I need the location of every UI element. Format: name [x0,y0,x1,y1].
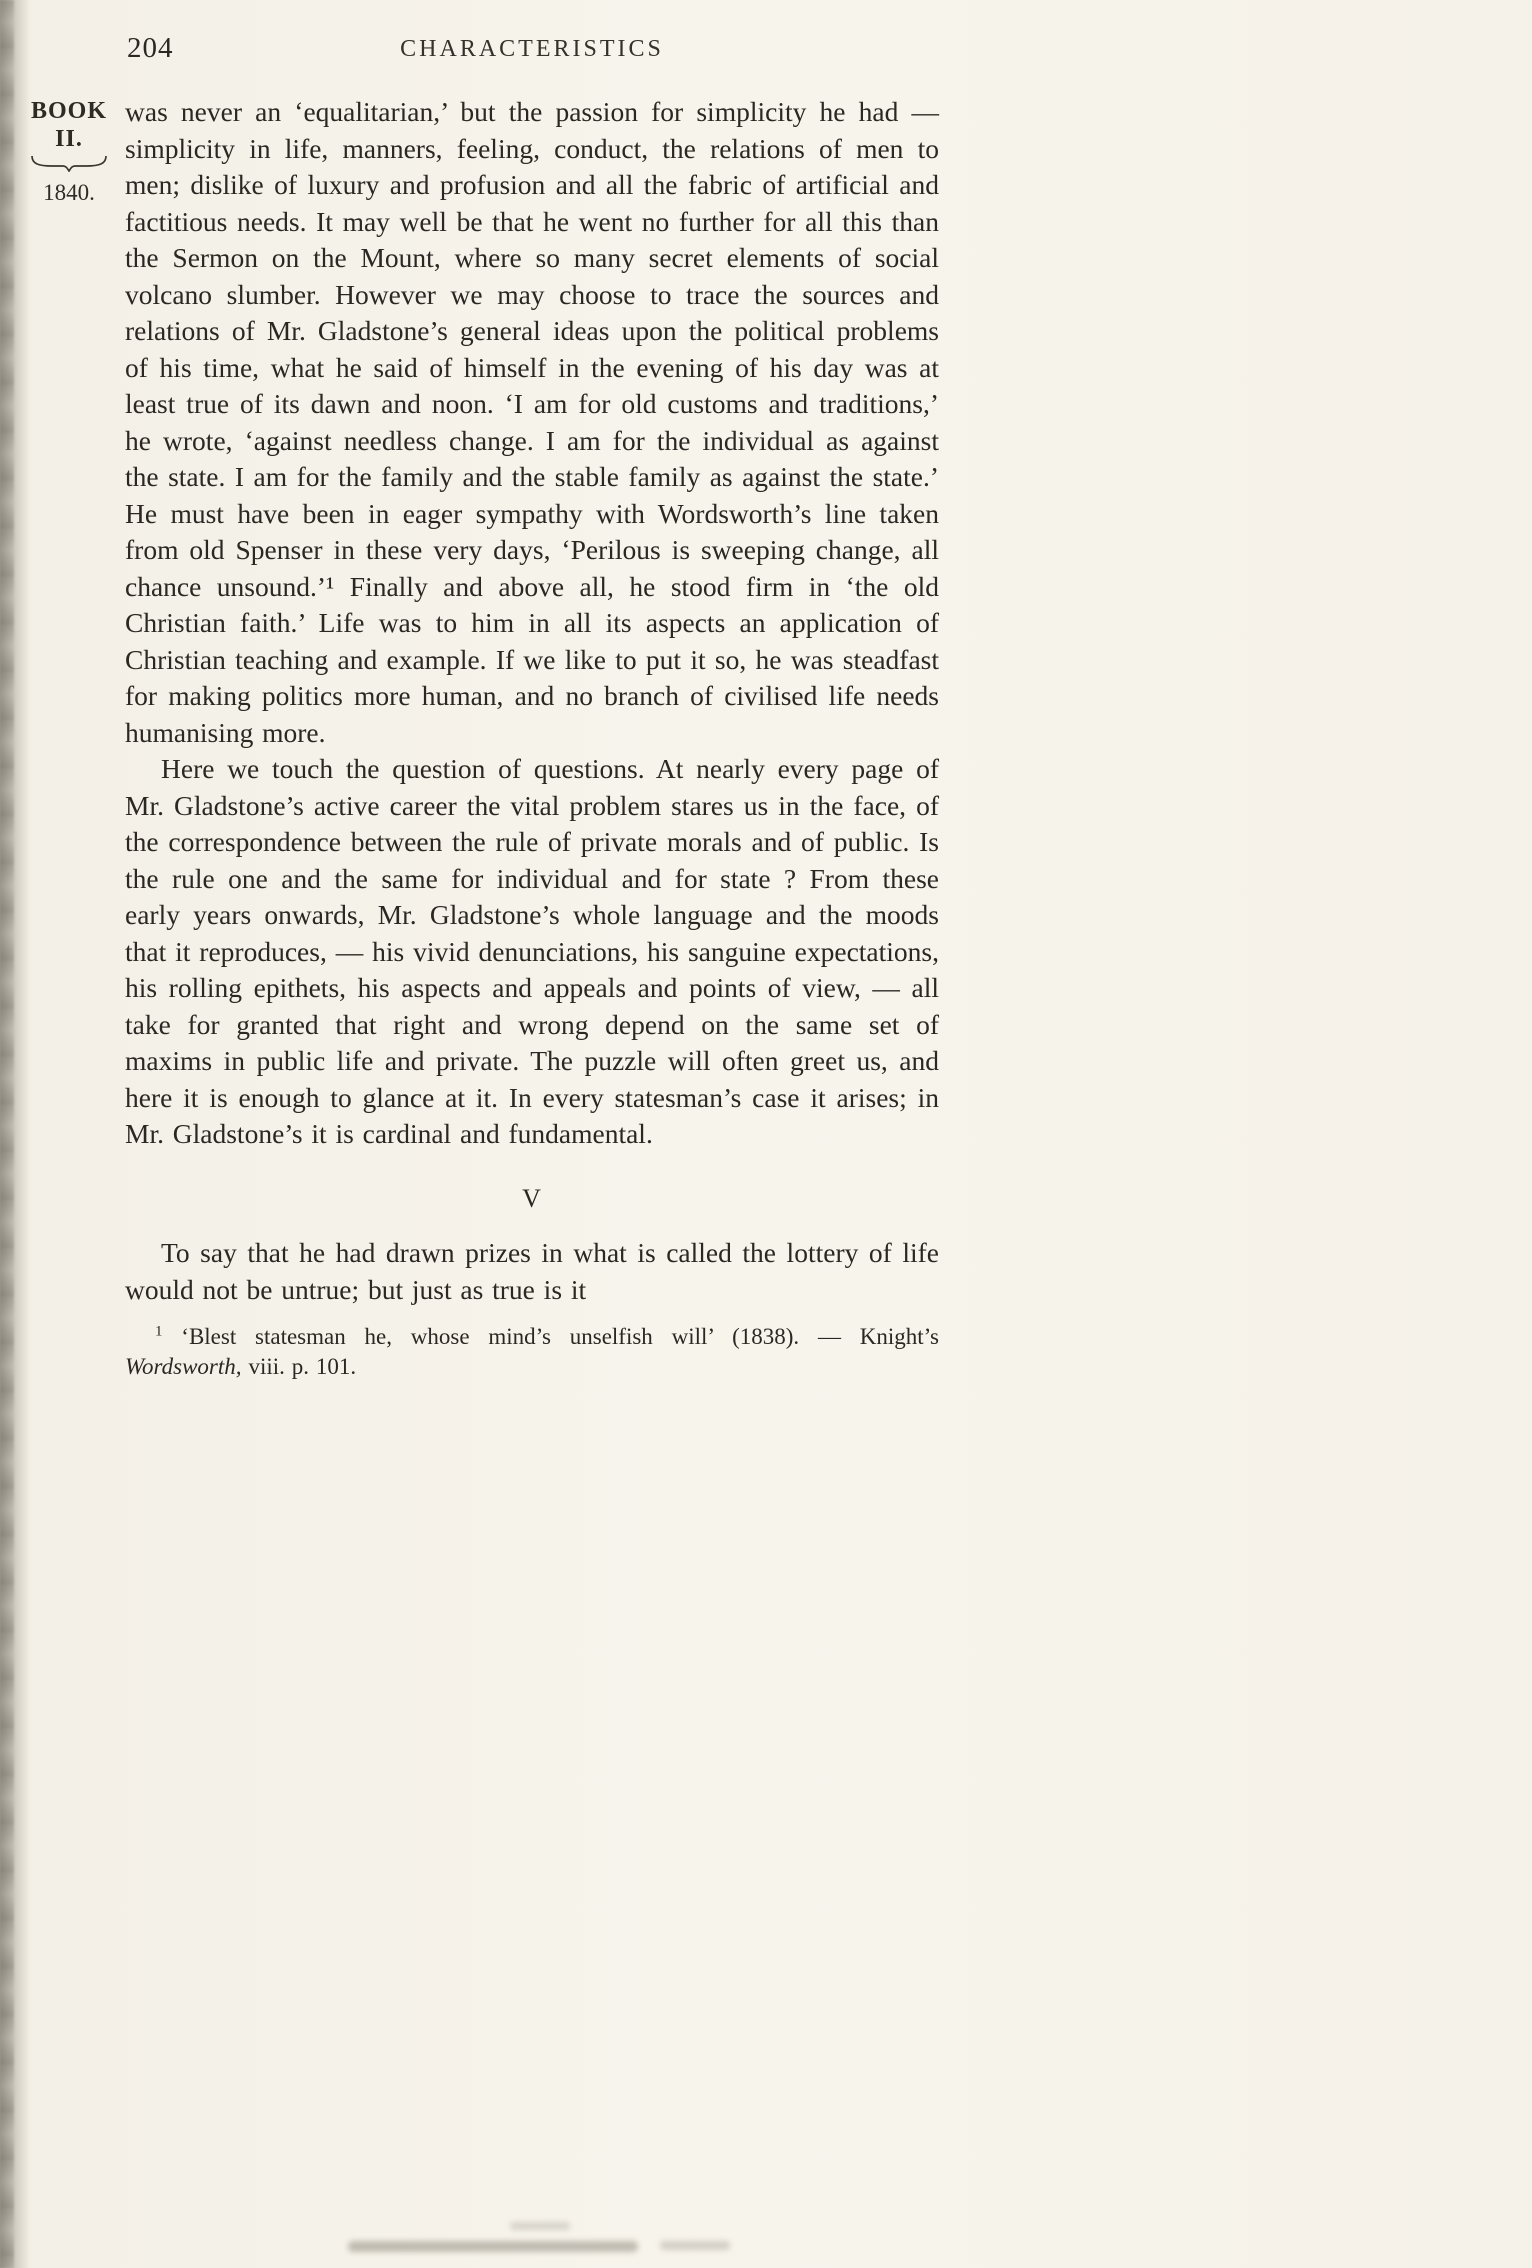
paragraph-3: To say that he had drawn prizes in what is called the lottery of life would not be untrue; but just as true is it [125,1237,939,1305]
footnote-work-title: Wordsworth, [125,1354,242,1379]
scan-smudge [660,2241,730,2250]
running-header: CHARACTERISTICS [400,36,664,62]
underbrace-icon [18,154,120,172]
page-number: 204 [127,32,174,64]
paragraph-1: was never an ‘equalitarian,’ but the passion for simplicity he had — simplicity in life, manners, feeling, conduct, the relations of men to men; dislike of luxury and profusion and all the fabric of artificial and factitious needs. It may well be that he went no further for all this than the Sermon on the Mount, where so many secret elements of social volcano slumber. However we may choose to trace the sources and relations of Mr. Gladstone’s general ideas upon the political problems of his time, what he said of himself in the evening of his day was at least true of its dawn and noon. ‘I am for old customs and traditions,’ he wrote, ‘against needless change. I am for the individual as against the state. I am for the family and the stable family as against the state.’ He must have been in eager sympathy with Wordsworth’s line taken from old Spenser in these very days, ‘Perilous is sweeping change, all chance unsound.’¹ Finally and above all, he stood firm in ‘the old Christian faith.’ Life was to him in all its aspects an application of Christian teaching and example. If we like to put it so, he was steadfast for making politics more human, and no branch of civilised life needs humanising more. [125,96,939,748]
margin-book-label [18,97,120,153]
body-text [125,94,939,1382]
scan-edge-texture [0,0,14,2268]
paragraph-2: Here we touch the question of questions. At nearly every page of Mr. Gladstone’s active career the vital problem stares us in the face, of the correspondence between the rule of private morals and of public. Is the rule one and the same for individual and for state ? From these early years onwards, Mr. Gladstone’s whole language and the moods that it reproduces, — his vivid denunciations, his sanguine expectations, his rolling epithets, his aspects and appeals and points of view, — all take for granted that right and wrong depend on the same set of maxims in public life and private. The puzzle will often greet us, and here it is enough to glance at it. In every statesman’s case it arises; in Mr. Gladstone’s it is cardinal and fundamental. [125,753,939,1149]
margin-book-number: II. [55,126,83,152]
section-heading: V [522,1183,542,1213]
footnote-text: ‘Blest statesman he, whose mind’s unselfish will’ (1838). — Knight’s [181,1324,939,1349]
margin-book-word: BOOK [30,98,107,124]
scan-smudge [348,2241,638,2252]
footnote [125,1322,939,1382]
page-header [125,30,939,70]
margin-notes [18,97,120,206]
footnote-marker: 1 [155,1323,163,1340]
margin-year: 1840. [43,180,95,205]
scan-smudge [510,2222,570,2230]
footnote-reference: viii. p. 101. [248,1354,357,1379]
